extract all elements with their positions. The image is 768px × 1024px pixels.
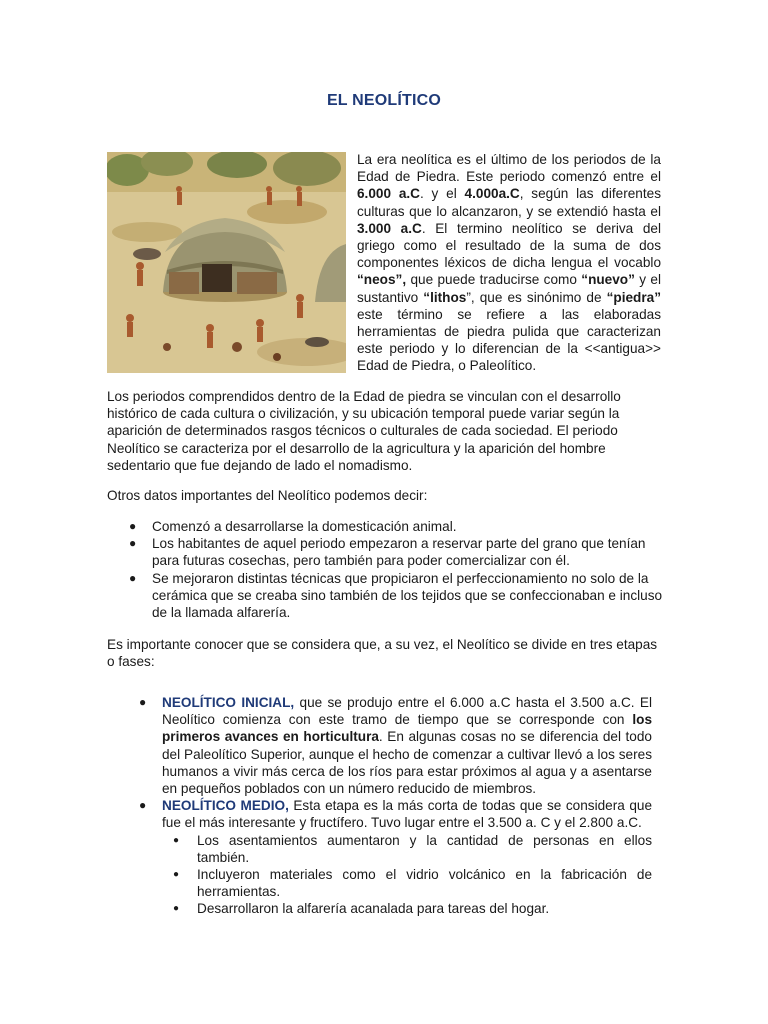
- list-item: [162, 866, 652, 900]
- bullet-icon: ●: [173, 903, 180, 915]
- paragraph-periods: Los periodos comprendidos dentro de la Edad de piedra se vinculan con el desarrollo histórico de cada cultura o civilización, y su ubicación temporal puede variar según la aparición de determinados rasgos técnicos o culturales de cada sociedad. El periodo Neolítico se caracteriza por el desarrollo de la agricultura y la aparición del hombre sedentario que fue dejando de lado el nomadismo.: [107, 389, 621, 473]
- bullet-icon: ●: [129, 570, 137, 585]
- list-item-text: Incluyeron materiales como el vidrio volcánico en la fabricación de herramientas.: [197, 867, 652, 900]
- neolithic-village-illustration: [107, 152, 346, 373]
- stage-inicial-text-2: . En algunas cosas no se diferencia del todo del Paleolítico Superior, aunque el hecho de comenzar a cultivar llevó a los seres humanos a vivir más cerca de los ríos para estar próximos al agua y a asentarse en pequeños poblados con un número reducido de miembros.: [162, 729, 652, 797]
- paragraph-other-facts: Otros datos importantes del Neolítico podemos decir:: [107, 488, 428, 503]
- bullet-icon: ●: [129, 536, 137, 551]
- intro-text-4: . El termino neolítico se deriva del griego como el resultado de la suma de dos componentes léxicos de dicha lengua el vocablo: [357, 220, 661, 271]
- stage-medio-text: Esta etapa es la más corta de todas que se considera que fue el más interesante y fructífero. Tuvo lugar entre el 3.500 a. C y el 2.800 a.C.: [162, 798, 652, 831]
- list-item: [162, 832, 652, 866]
- list-item: [107, 518, 667, 535]
- list-item-text: Se mejoraron distintas técnicas que propiciaron el perfeccionamiento no solo de la cerámica que se creaba sino también de los tejidos que se confeccionaban e incluso de la llamada alfarería.: [152, 570, 663, 621]
- bullet-icon: ●: [173, 834, 180, 846]
- intro-bold-date-2: 4.000a.C: [464, 186, 520, 202]
- intro-text-8: este término se refiere a las elaboradas herramientas de piedra pulida que caracterizan este periodo y lo diferencian de la <<antigua>> Edad de Piedra, o Paleolítico.: [357, 306, 661, 374]
- stage-inicial: [107, 694, 652, 797]
- stage-medio-label: NEOLÍTICO MEDIO,: [162, 798, 289, 814]
- intro-paragraph: [357, 151, 661, 375]
- stage-inicial-text-1: que se produjo entre el 6.000 a.C hasta el 3.500 a.C. El Neolítico comienza con este tramo de tiempo que se corresponde con: [162, 695, 652, 728]
- stage-medio-sublist: [162, 832, 652, 918]
- intro-bold-neos: “neos”,: [357, 272, 407, 288]
- intro-bold-piedra: “piedra”: [606, 289, 662, 305]
- list-item: [107, 535, 667, 569]
- list-item-text: Los asentamientos aumentaron y la cantidad de personas en ellos también.: [197, 832, 652, 865]
- intro-text-3: , según las diferentes culturas que lo alcanzaron, y se extendió hasta el: [357, 186, 662, 219]
- bullet-icon: ●: [173, 869, 180, 881]
- intro-text-7: ”, que es sinónimo de: [466, 289, 607, 305]
- intro-bold-nuevo: “nuevo”: [581, 272, 635, 288]
- facts-list: [107, 518, 667, 621]
- stage-inicial-label: NEOLÍTICO INICIAL,: [162, 695, 295, 710]
- intro-text-5: que puede traducirse como: [406, 272, 582, 288]
- list-item: [107, 570, 667, 622]
- bullet-icon: ●: [139, 695, 147, 709]
- list-item-text: Desarrollaron la alfarería acanalada para tareas del hogar.: [197, 901, 550, 917]
- intro-text-2: . y el: [419, 186, 465, 202]
- stage-medio: [107, 797, 652, 917]
- bullet-icon: ●: [129, 519, 137, 533]
- intro-bold-lithos: “lithos: [423, 289, 467, 305]
- intro-bold-date-1: 6.000 a.C: [357, 186, 420, 202]
- intro-bold-date-3: 3.000 a.C: [357, 220, 422, 236]
- bullet-icon: ●: [139, 798, 147, 813]
- paragraph-stages-intro: Es importante conocer que se considera que, a su vez, el Neolítico se divide en tres etapas o fases:: [107, 637, 658, 670]
- list-item-text: Los habitantes de aquel periodo empezaron a reservar parte del grano que tenían para futuras cosechas, pero también para poder comercializar con él.: [152, 536, 646, 569]
- stage-inicial-bold: los primeros avances en horticultura: [162, 712, 652, 745]
- stages-list: [107, 694, 652, 918]
- intro-text-6: y el sustantivo: [357, 272, 661, 305]
- page-title: EL NEOLÍTICO: [326, 92, 442, 109]
- list-item: [162, 900, 652, 917]
- list-item-text: Comenzó a desarrollarse la domesticación animal.: [152, 519, 457, 534]
- intro-text-1: La era neolítica es el último de los periodos de la Edad de Piedra. Este periodo comenzó entre el: [357, 152, 661, 185]
